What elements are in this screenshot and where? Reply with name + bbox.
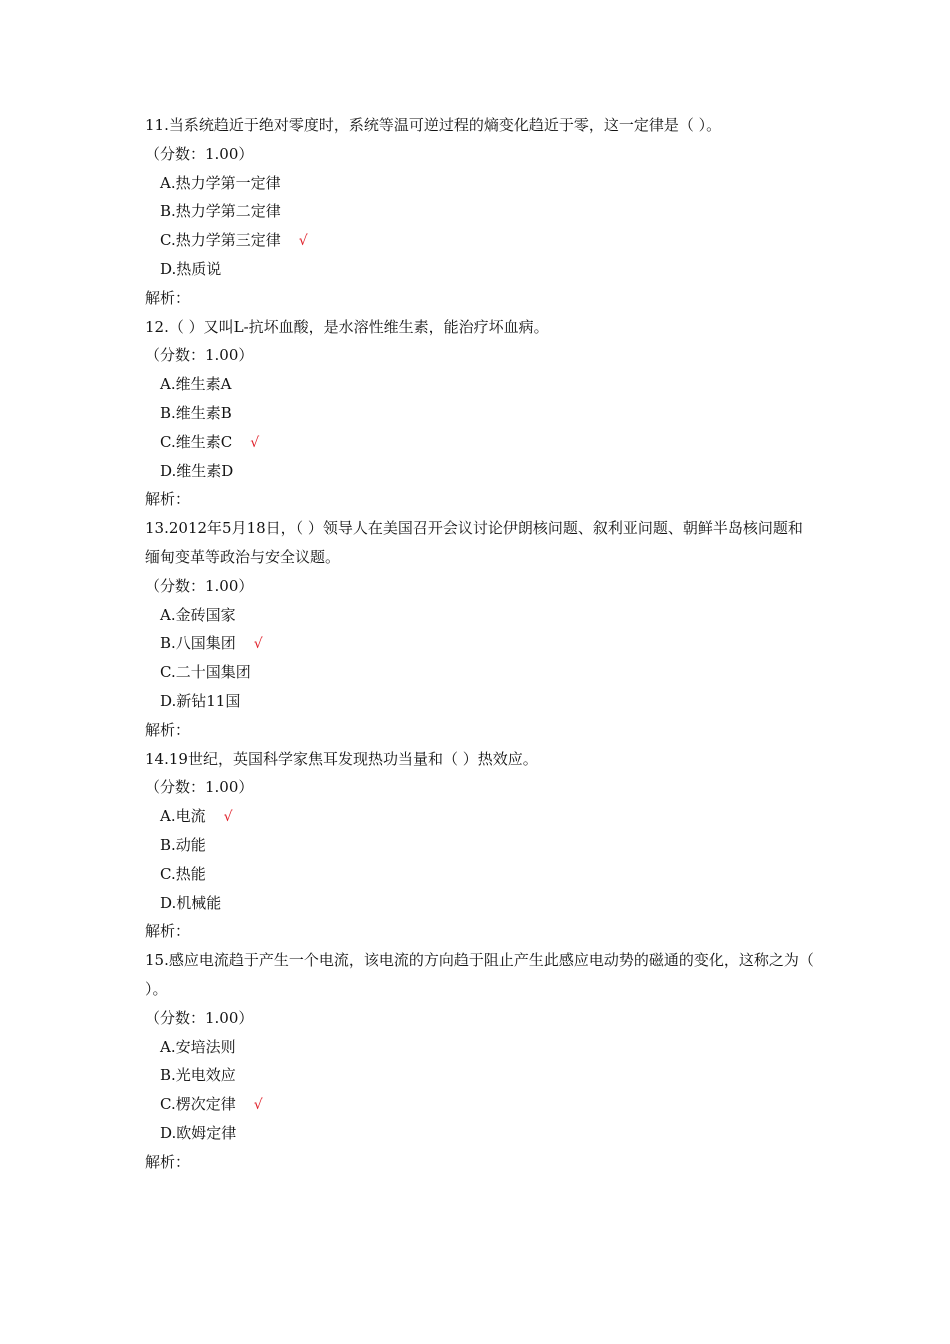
analysis-label: 解析： <box>145 1152 191 1171</box>
option-c <box>145 428 815 457</box>
question-stem: 11.当系统趋近于绝对零度时，系统等温可逆过程的熵变化趋近于零，这一定律是（ ）。 <box>145 116 722 134</box>
option-c <box>145 658 815 687</box>
question-score: （分数：1.00） <box>145 778 254 797</box>
option-c <box>145 860 815 889</box>
option-label: C.维生素C <box>160 432 233 451</box>
option-label: C.二十国集团 <box>160 663 251 682</box>
analysis-label: 解析： <box>145 288 191 307</box>
option-b <box>145 197 815 226</box>
question-15 <box>145 946 815 1176</box>
check-mark-icon: √ <box>253 1097 263 1114</box>
option-label: A.安培法则 <box>160 1037 236 1056</box>
option-label: D.新钻11国 <box>160 691 241 710</box>
check-mark-icon: √ <box>253 636 263 653</box>
check-mark-icon: √ <box>298 233 308 250</box>
option-d <box>145 889 815 918</box>
option-label: C.热力学第三定律 <box>160 231 281 250</box>
analysis-label: 解析： <box>145 490 191 509</box>
option-a <box>145 1033 815 1062</box>
question-score: （分数：1.00） <box>145 1008 254 1027</box>
option-b <box>145 629 815 658</box>
option-a <box>145 370 815 399</box>
option-b <box>145 831 815 860</box>
option-label: D.维生素D <box>160 461 234 480</box>
option-d <box>145 687 815 716</box>
check-mark-icon: √ <box>223 809 233 826</box>
option-d <box>145 1119 815 1148</box>
option-a <box>145 802 815 831</box>
question-stem: 13.2012年5月18日，（ ）领导人在美国召开会议讨论伊朗核问题、叙利亚问题、朝鲜半岛核问题和缅甸变革等政治与安全议题。 <box>145 519 803 566</box>
question-11 <box>145 111 815 313</box>
option-d <box>145 457 815 486</box>
question-12 <box>145 313 815 515</box>
option-label: C.楞次定律 <box>160 1095 236 1114</box>
option-label: B.热力学第二定律 <box>160 202 281 221</box>
question-score: （分数：1.00） <box>145 144 254 163</box>
option-b <box>145 399 815 428</box>
option-label: B.光电效应 <box>160 1066 236 1085</box>
option-d <box>145 255 815 284</box>
option-c <box>145 1090 815 1119</box>
option-label: B.动能 <box>160 835 206 854</box>
question-13 <box>145 514 815 744</box>
option-label: A.热力学第一定律 <box>160 173 281 192</box>
option-a <box>145 169 815 198</box>
option-label: D.机械能 <box>160 893 222 912</box>
option-label: B.八国集团 <box>160 634 236 653</box>
question-stem: 15.感应电流趋于产生一个电流，该电流的方向趋于阻止产生此感应电动势的磁通的变化，这称之为（ ）。 <box>145 951 814 998</box>
question-score: （分数：1.00） <box>145 576 254 595</box>
option-label: A.电流 <box>160 807 206 826</box>
question-14 <box>145 745 815 947</box>
analysis-label: 解析： <box>145 922 191 941</box>
option-c <box>145 226 815 255</box>
option-label: C.热能 <box>160 864 206 883</box>
analysis-label: 解析： <box>145 720 191 739</box>
option-label: B.维生素B <box>160 403 232 422</box>
question-score: （分数：1.00） <box>145 346 254 365</box>
option-label: D.热质说 <box>160 259 222 278</box>
option-label: A.维生素A <box>160 375 232 394</box>
option-label: D.欧姆定律 <box>160 1123 237 1142</box>
option-b <box>145 1061 815 1090</box>
question-stem: 12.（ ）又叫L-抗坏血酸，是水溶性维生素，能治疗坏血病。 <box>145 317 549 336</box>
question-stem: 14.19世纪，英国科学家焦耳发现热功当量和（ ）热效应。 <box>145 749 538 768</box>
option-label: A.金砖国家 <box>160 605 236 624</box>
option-a <box>145 601 815 630</box>
check-mark-icon: √ <box>250 434 260 451</box>
